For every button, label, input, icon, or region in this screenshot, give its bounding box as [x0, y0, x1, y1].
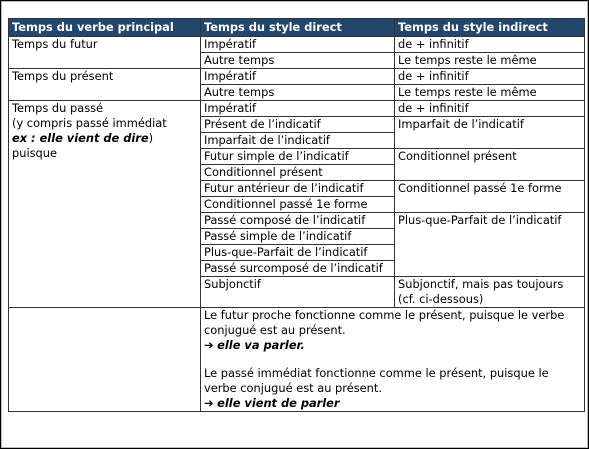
direct-cell: Passé surcomposé de l’indicatif	[201, 261, 395, 277]
header-direct: Temps du style direct	[201, 19, 395, 37]
principal-passe-example: ex : elle vient de dire	[12, 131, 149, 145]
direct-cell: Imparfait de l’indicatif	[201, 133, 395, 149]
direct-cell: Autre temps	[201, 85, 395, 101]
note-passe-immediat: Le passé immédiat fonctionne comme le présent, puisque le verbe conjugué est au présent.	[204, 366, 549, 395]
indirect-cell: Plus-que-Parfait de l’indicatif	[395, 213, 585, 277]
indirect-cell: de + infinitif	[395, 69, 585, 85]
header-indirect: Temps du style indirect	[395, 19, 585, 37]
principal-passe-close: )	[148, 131, 154, 145]
note-futur-proche: Le futur proche fonctionne comme le présent, puisque le verbe conjugué est au présent.	[204, 308, 565, 337]
direct-cell: Futur simple de l’indicatif	[201, 149, 395, 165]
principal-passe	[9, 101, 201, 308]
indirect-cell: de + infinitif	[395, 37, 585, 53]
direct-cell: Présent de l’indicatif	[201, 117, 395, 133]
direct-cell: Futur antérieur de l’indicatif	[201, 181, 395, 197]
direct-cell: Plus-que-Parfait de l’indicatif	[201, 245, 395, 261]
principal-present: Temps du présent	[9, 69, 201, 101]
direct-cell: Impératif	[201, 69, 395, 85]
direct-cell: Passé simple de l’indicatif	[201, 229, 395, 245]
indirect-cell: Le temps reste le même	[395, 85, 585, 101]
header-principal: Temps du verbe principal	[9, 19, 201, 37]
notes-row	[9, 308, 585, 412]
direct-cell: Conditionnel passé 1e forme	[201, 197, 395, 213]
note-futur-proche-example: elle va parler.	[217, 338, 305, 352]
direct-cell: Impératif	[201, 37, 395, 53]
arrow-icon: ➔	[204, 396, 214, 410]
empty-cell	[9, 308, 201, 412]
principal-futur: Temps du futur	[9, 37, 201, 69]
indirect-cell: Imparfait de l’indicatif	[395, 117, 585, 149]
arrow-icon: ➔	[204, 338, 214, 352]
principal-passe-line2: (y compris passé immédiat	[12, 116, 167, 130]
indirect-cell: de + infinitif	[395, 101, 585, 117]
header-row	[9, 19, 585, 37]
table-row	[9, 69, 585, 85]
note-passe-immediat-example-line	[204, 396, 581, 411]
note-passe-immediat-example: elle vient de parler	[217, 396, 340, 410]
principal-passe-line1: Temps du passé	[12, 101, 104, 115]
table-row	[9, 101, 585, 117]
indirect-cell: Conditionnel passé 1e forme	[395, 181, 585, 213]
direct-cell: Passé composé de l’indicatif	[201, 213, 395, 229]
direct-cell: Subjonctif	[201, 277, 395, 308]
tense-concordance-table	[8, 18, 585, 412]
direct-cell: Autre temps	[201, 53, 395, 69]
indirect-cell: Le temps reste le même	[395, 53, 585, 69]
indirect-cell: Subjonctif, mais pas toujours (cf. ci-dessous)	[395, 277, 585, 308]
indirect-cell: Conditionnel présent	[395, 149, 585, 181]
direct-cell: Impératif	[201, 101, 395, 117]
notes-cell	[201, 308, 585, 412]
table-row	[9, 37, 585, 53]
note-futur-proche-example-line	[204, 338, 581, 353]
direct-cell: Conditionnel présent	[201, 165, 395, 181]
note-spacer	[204, 353, 581, 366]
principal-passe-line4: puisque	[12, 146, 58, 160]
